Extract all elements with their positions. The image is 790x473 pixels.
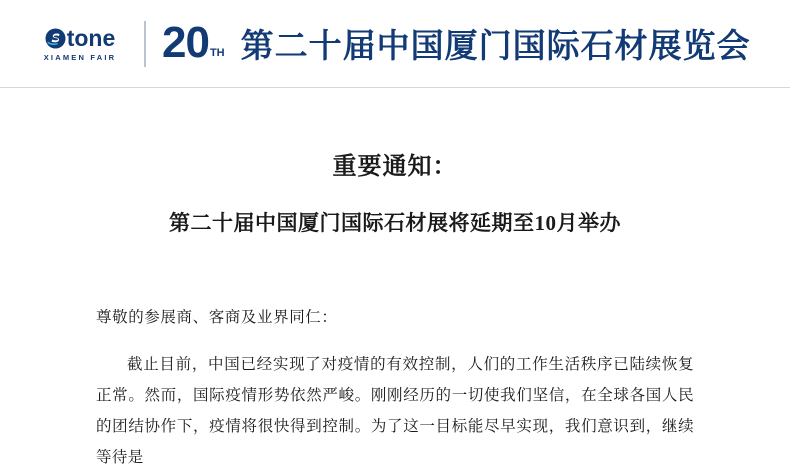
document-body <box>0 146 790 473</box>
header-divider <box>144 21 146 67</box>
logo-wordmark-text: tone <box>66 25 116 51</box>
logo-subtitle: XIAMEN FAIR <box>43 53 117 62</box>
salutation: 尊敬的参展商、客商及业界同仁： <box>96 309 338 326</box>
body-paragraph-1: 截止目前，中国已经实现了对疫情的有效控制，人们的工作生活秩序已陆续恢复正常。然而，国际疫情形势依然严峻。刚刚经历的一切使我们坚信，在全球各国人民的团结协作下，疫情将很快得到控制。为了这一目标能尽早实现，我们意识到，继续等待是 <box>96 356 694 466</box>
notice-title: 重要通知： <box>332 154 458 180</box>
logo-wordmark <box>45 27 116 50</box>
anniversary-suffix: TH <box>209 46 225 59</box>
anniversary-mark <box>162 18 225 68</box>
page-header <box>0 0 790 88</box>
anniversary-number: 20 <box>162 18 209 68</box>
page-title: 第二十届中国厦门国际石材展览会 <box>240 27 751 64</box>
stone-fair-logo <box>34 27 126 62</box>
notice-subtitle: 第二十届中国厦门国际石材展将延期至10月举办 <box>169 211 621 235</box>
stone-s-icon <box>45 28 66 49</box>
